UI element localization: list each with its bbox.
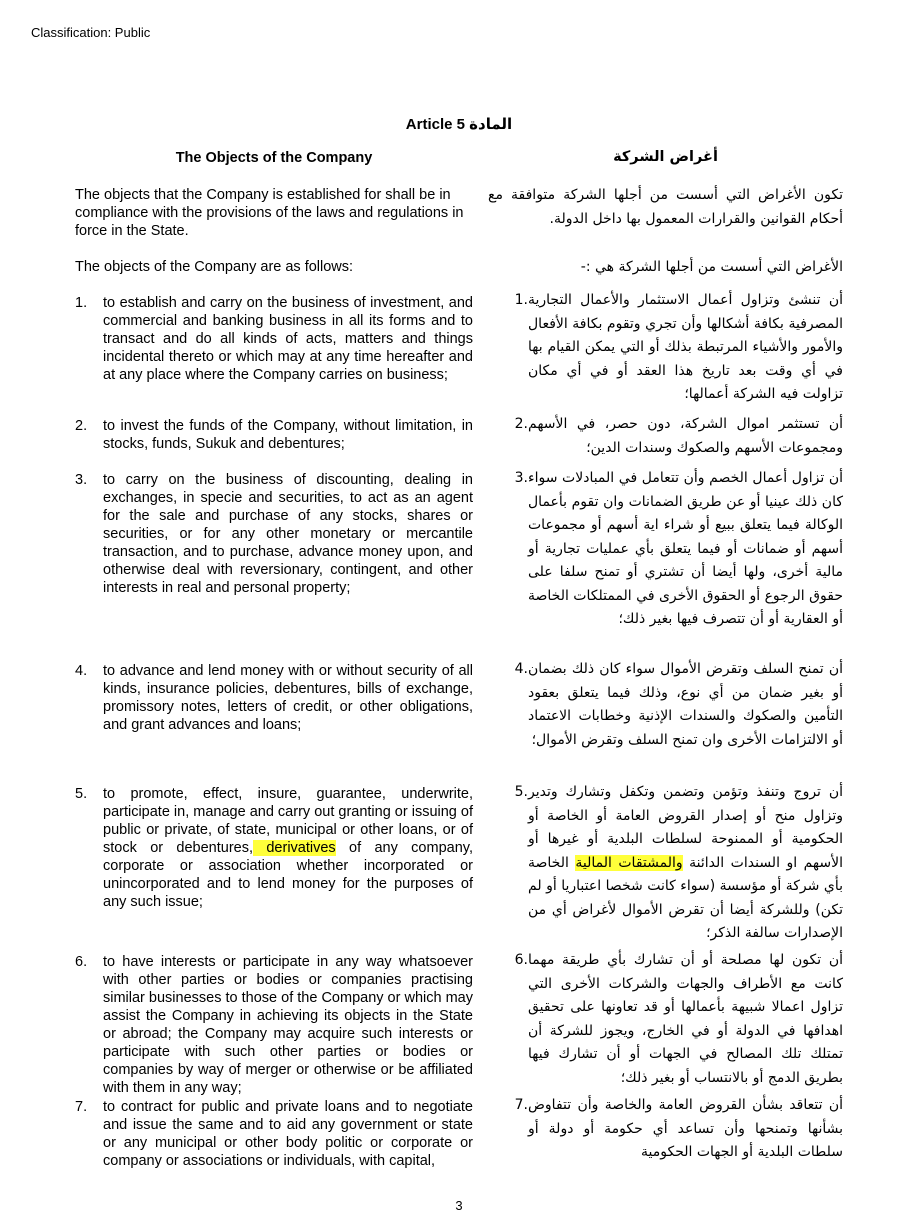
item-number: .5 xyxy=(514,784,528,800)
article-title xyxy=(0,115,918,133)
intro-paragraph-ar: تكون الأغراض التي أسست من أجلها الشركة متوافقة مع أحكام القوانين والقرارات المعمول بها داخل الدولة. xyxy=(488,187,843,227)
objects-intro-en: The objects of the Company are as follows: xyxy=(75,259,354,275)
item-text: أن تتعاقد بشأن القروض العامة والخاصة وأن تتفاوض بشأنها وتمنحها وأن تساعد أي حكومة أو دولة أو سلطات البلدية أو الجهات الحكومية xyxy=(528,1097,843,1160)
item-text: أن تكون لها مصلحة أو أن تشارك بأي طريقة مهما كانت مع الأطراف والجهات والشركات الأخرى التي تزاول اعمالا شبيهة بأعمالها أو قد تعاونها على تحقيق اهدافها في الدولة أو في الخارج، ويجوز للشركة أن تمتلك تلك المصالح في الجهات أو أن تشارك فيها بطريق الدمج أو بالانتساب أو بغير ذلك؛ xyxy=(528,952,843,1086)
item-text: to contract for public and private loans and to negotiate and issue the same and to aid any government or state or any municipal or other body politic or corporate or company or associations or individuals, with capital, xyxy=(103,1099,473,1169)
item-number: 1. xyxy=(75,295,88,311)
object-item-ar-3 xyxy=(488,467,843,632)
item-number: .1 xyxy=(514,292,528,308)
item-text: to advance and lend money with or without security of all kinds, insurance policies, debentures, bills of exchange, promissory notes, letters of credit, or other obligations, and grant advances and loans; xyxy=(103,663,473,733)
item-number: .7 xyxy=(514,1097,528,1113)
item-text: أن تستثمر اموال الشركة، دون حصر، في الأسهم ومجموعات الأسهم والصكوك وسندات الدين؛ xyxy=(528,416,843,456)
section-heading-ar: أغراض الشركة xyxy=(613,149,718,165)
item-text: to carry on the business of discounting, dealing in exchanges, in specie and securities, to act as an agent for the sale and purchase of any stocks, shares or securities, or for any other monetary or mercantile transaction, and to purchase, advance money upon, and otherwise deal with reversionary, contingent, and other interests in real and personal property; xyxy=(103,472,473,596)
object-item-en-3 xyxy=(75,471,473,597)
item-number: 7. xyxy=(75,1099,88,1115)
item-text: to establish and carry on the business of investment, and commercial and banking business in all its forms and to transact and do all kinds of acts, matters and things incidental thereto or which may at any time hereafter and at any place where the Company carries on business; xyxy=(103,295,473,383)
item-number: 4. xyxy=(75,663,88,679)
object-item-en-7 xyxy=(75,1098,473,1170)
object-item-en-4 xyxy=(75,662,473,734)
object-item-ar-6 xyxy=(488,949,843,1090)
item-text: أن تزاول أعمال الخصم وأن تتعامل في المبادلات سواء كان ذلك عينيا أو عن طريق الضمانات وان تقوم بأعمال الوكالة فيما يتعلق ببيع أو شراء اية أسهم أو مجموعات أسهم أو ضمانات أو فيما يتعلق بأي عمليات تجارية أو مالية أخرى، ولها أيضا أن تشتري أو تمنح سلفا على حقوق الرجوع أو الحقوق الأخرى في الممتلكات الخاصة أو العقارية أو أن تتصرف فيها بغير ذلك؛ xyxy=(528,470,843,627)
item-text: أن تنشئ وتزاول أعمال الاستثمار والأعمال التجارية المصرفية بكافة أشكالها وأن تجري وتقوم بكافة الأفعال والأمور والأشياء المرتبطة بذلك أو التي يمكن القيام بها في أي وقت بعد تاريخ هذا العقد أو في أي مكان تزاولت فيه الشركة أعمالها؛ xyxy=(528,292,843,402)
item-number: .3 xyxy=(514,470,528,486)
object-item-ar-2 xyxy=(488,413,843,460)
item-text: to invest the funds of the Company, without limitation, in stocks, funds, Sukuk and debentures; xyxy=(103,418,473,452)
section-heading-en: The Objects of the Company xyxy=(175,150,373,166)
objects-intro-ar: الأغراض التي أسست من أجلها الشركة هي :- xyxy=(580,259,843,275)
item-text-part: أن تروج وتنفذ وتؤمن وتضمن وتكفل وتشارك وتدير وتزاول منح أو إصدار القروض العامة أو الخاصة أو الحكومية أو الممنوحة لسلطات البلدية أو غيرها أو الأسهم او السندات الدائنة xyxy=(528,784,843,871)
item-number: 2. xyxy=(75,418,88,434)
item-number: .6 xyxy=(514,952,528,968)
item-text-part: الخاصة بأي شركة أو مؤسسة (سواء كانت شخصا اعتباريا أو لم تكن) وللشركة أيضا أن تقرض الأموال لأغراض أي من الإصدارات سالفة الذكر؛ xyxy=(528,854,843,941)
item-number: 3. xyxy=(75,472,88,488)
item-number: 6. xyxy=(75,954,88,970)
object-item-en-1 xyxy=(75,294,473,384)
highlighted-term: والمشتقات المالية xyxy=(575,854,683,871)
item-text-part: to promote, effect, insure, guarantee, underwrite, participate in, manage and carry out granting or issuing of public or private, of state, municipal or other loans, or of stock or debentures, xyxy=(103,786,473,856)
item-text-part: of any company, corporate or association whether incorporated or unincorporated and to lend money for the purposes of any such issue; xyxy=(103,840,473,910)
article-title-en: Article 5 xyxy=(405,116,465,133)
object-item-ar-4 xyxy=(488,658,843,752)
item-number: .4 xyxy=(514,661,528,677)
object-item-en-2 xyxy=(75,417,473,453)
intro-paragraph-en: The objects that the Company is established for shall be in compliance with the provisions of the laws and regulations in force in the State. xyxy=(75,187,464,239)
highlighted-term: derivatives xyxy=(253,840,336,856)
item-number: .2 xyxy=(514,416,528,432)
item-text xyxy=(528,781,843,946)
classification-label: Classification: Public xyxy=(31,25,151,40)
object-item-ar-7 xyxy=(488,1094,843,1165)
article-title-ar: المادة xyxy=(469,115,513,133)
item-text: to have interests or participate in any way whatsoever with other parties or bodies or companies practising similar businesses to those of the Company or which may assist the Company in achieving its objects in the State or abroad; the Company may acquire such interests or participate with such other parties or bodies or companies by way of merger or otherwise or be affiliated with them in any way; xyxy=(103,954,473,1096)
item-text: أن تمنح السلف وتقرض الأموال سواء كان ذلك بضمان أو بغير ضمان من أي نوع، وذلك فيما يتعلق بعقود التأمين والصكوك والسندات الإذنية وخطابات الاعتماد أو الالتزامات الأخرى وان تمنح السلف وتقرض الأموال؛ xyxy=(528,661,843,748)
object-item-en-5 xyxy=(75,785,473,911)
item-text xyxy=(103,785,473,911)
object-item-ar-1 xyxy=(488,289,843,407)
item-number: 5. xyxy=(75,786,88,802)
page-number: 3 xyxy=(455,1198,463,1213)
object-item-en-6 xyxy=(75,953,473,1097)
object-item-ar-5 xyxy=(488,781,843,946)
